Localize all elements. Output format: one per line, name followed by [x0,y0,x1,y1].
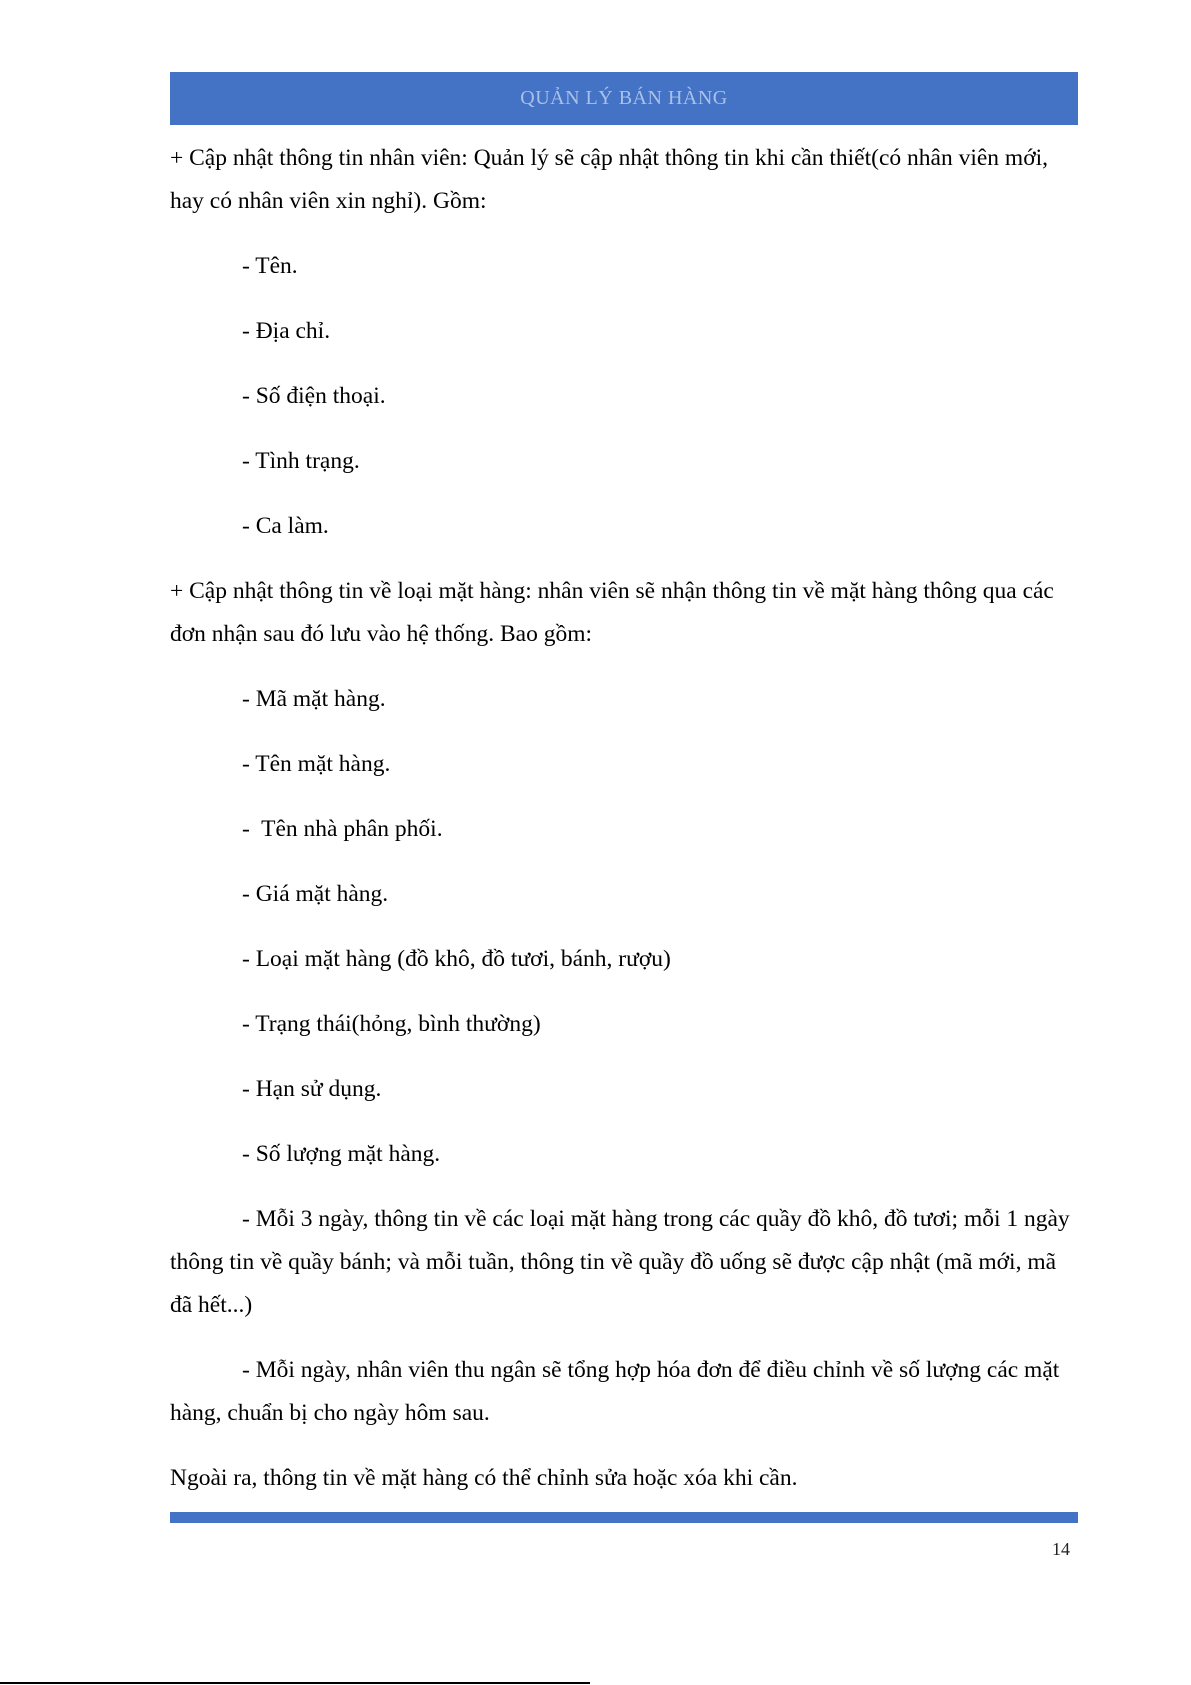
section-product-intro: + Cập nhật thông tin về loại mặt hàng: nhân viên sẽ nhận thông tin về mặt hàng thông qua các đơn nhận sau đó lưu vào hệ thống. Bao gồm: [170,578,1054,647]
list-item: - Trạng thái(hỏng, bình thường) [242,1011,541,1037]
cashier-daily-note: - Mỗi ngày, nhân viên thu ngân sẽ tổng hợp hóa đơn để điều chỉnh về số lượng các mặt hàng, chuẩn bị cho ngày hôm sau. [170,1357,1060,1426]
list-item: - Tên. [242,253,298,279]
list-item: - Tên mặt hàng. [242,751,391,777]
list-item: - Hạn sử dụng. [242,1076,382,1102]
list-item: - Địa chỉ. [242,318,331,344]
document-body [170,137,1078,1522]
bottom-divider [0,1682,590,1684]
list-item: - Giá mặt hàng. [242,881,389,907]
page-number: 14 [1052,1539,1070,1559]
list-item: - Tình trạng. [242,448,360,474]
page-header-bar [170,72,1078,125]
section-employee-intro: + Cập nhật thông tin nhân viên: Quản lý sẽ cập nhật thông tin khi cần thiết(có nhân viên mới, hay có nhân viên xin nghỉ). Gồm: [170,145,1049,214]
header-title: QUẢN LÝ BÁN HÀNG [520,87,728,109]
list-item: - Tên nhà phân phối. [242,816,443,842]
page-footer-bar [170,1512,1078,1523]
list-item: - Số điện thoại. [242,383,386,409]
closing-paragraph: Ngoài ra, thông tin về mặt hàng có thể chỉnh sửa hoặc xóa khi cần. [170,1465,798,1491]
list-item: - Số lượng mặt hàng. [242,1141,441,1167]
update-schedule-note: - Mỗi 3 ngày, thông tin về các loại mặt hàng trong các quầy đồ khô, đồ tươi; mỗi 1 ngày thông tin về quầy bánh; và mỗi tuần, thông tin về quầy đồ uống sẽ được cập nhật (mã mới, mã đã hết...) [170,1206,1070,1318]
list-item: - Ca làm. [242,513,329,539]
list-item: - Loại mặt hàng (đồ khô, đồ tươi, bánh, rượu) [242,946,671,972]
list-item: - Mã mặt hàng. [242,686,386,712]
